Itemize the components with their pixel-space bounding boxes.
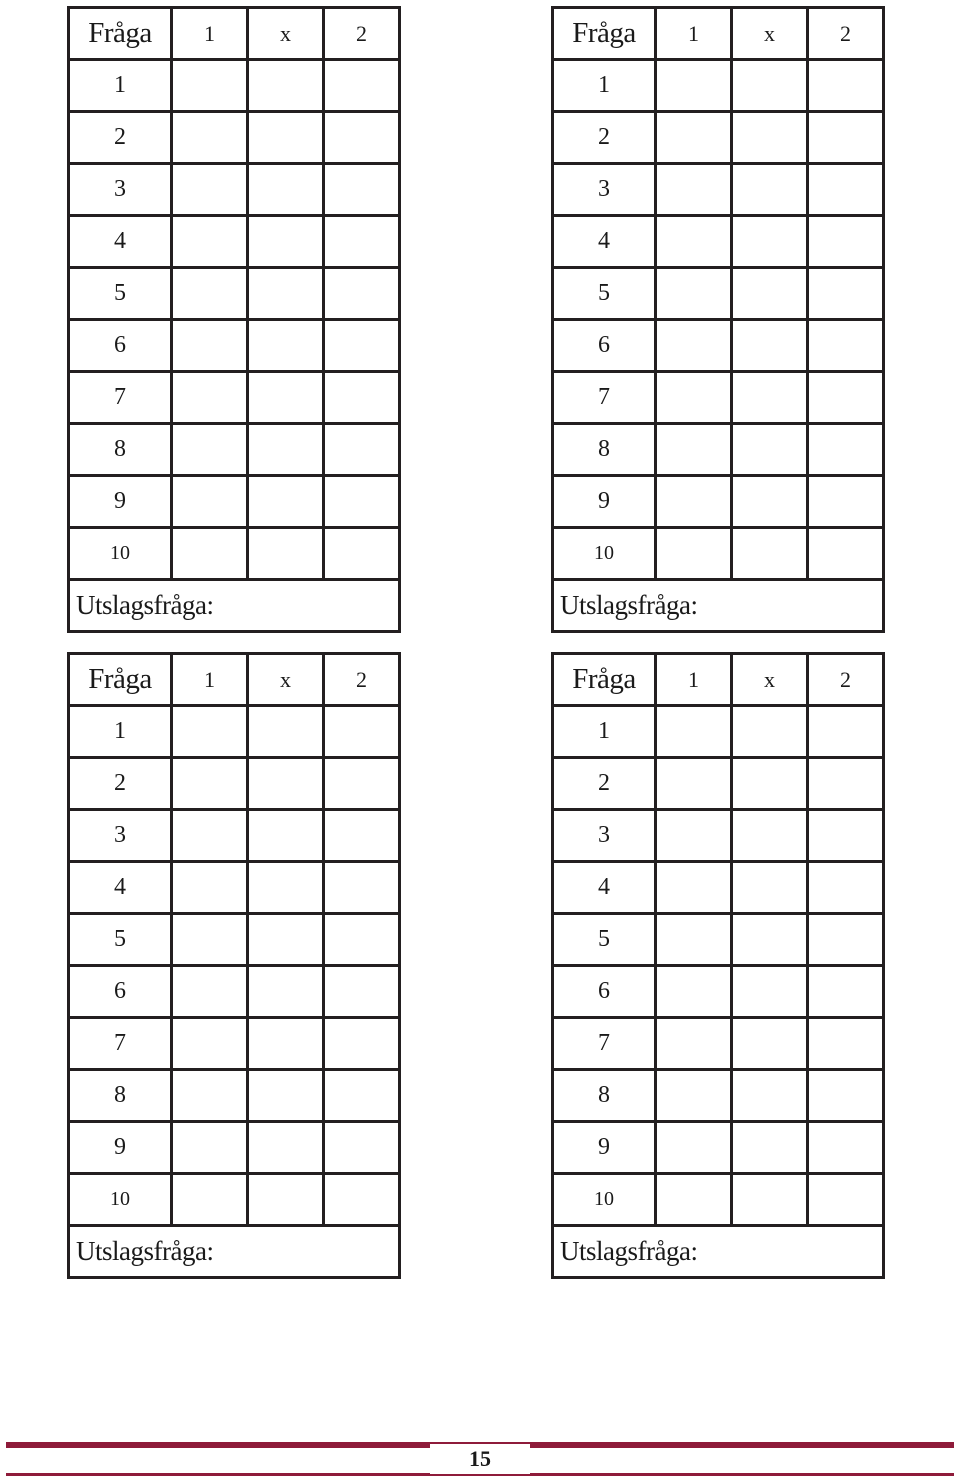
answer-cell-away[interactable] (808, 1018, 884, 1070)
table-row (69, 372, 400, 424)
answer-cell-away[interactable] (324, 1018, 400, 1070)
header-away: 2 (324, 8, 400, 60)
answer-cell-home[interactable] (172, 914, 248, 966)
table-row (553, 758, 884, 810)
answer-cell-draw[interactable] (732, 862, 808, 914)
table-row (69, 706, 400, 758)
answer-cell-away[interactable] (808, 112, 884, 164)
coupon-card-2 (551, 6, 882, 620)
table-row (553, 372, 884, 424)
answer-cell-home[interactable] (656, 60, 732, 112)
question-number: 9 (553, 476, 656, 528)
header-question: Fråga (553, 8, 656, 60)
coupon-card-4 (551, 652, 882, 1266)
answer-cell-draw[interactable] (248, 112, 324, 164)
table-row (553, 268, 884, 320)
tiebreaker-row (553, 1226, 884, 1278)
table-row (553, 862, 884, 914)
answer-cell-draw[interactable] (732, 268, 808, 320)
answer-cell-away[interactable] (808, 528, 884, 580)
question-number: 1 (553, 706, 656, 758)
answer-cell-away[interactable] (808, 706, 884, 758)
table-row (553, 320, 884, 372)
answer-cell-home[interactable] (172, 1070, 248, 1122)
question-number: 10 (553, 1174, 656, 1226)
answer-cell-away[interactable] (808, 1122, 884, 1174)
answer-cell-home[interactable] (172, 1122, 248, 1174)
answer-cell-draw[interactable] (248, 1070, 324, 1122)
question-number: 1 (69, 60, 172, 112)
question-number: 5 (553, 914, 656, 966)
answer-grid (551, 652, 885, 1279)
header-draw: x (248, 8, 324, 60)
answer-cell-away[interactable] (324, 1070, 400, 1122)
answer-cell-draw[interactable] (732, 1018, 808, 1070)
answer-cell-home[interactable] (656, 112, 732, 164)
answer-cell-away[interactable] (808, 862, 884, 914)
table-row (69, 424, 400, 476)
coupon-card-1 (67, 6, 398, 620)
question-number: 4 (69, 862, 172, 914)
answer-cell-draw[interactable] (248, 320, 324, 372)
answer-cell-home[interactable] (172, 216, 248, 268)
header-draw: x (732, 8, 808, 60)
question-number: 1 (69, 706, 172, 758)
table-row (69, 216, 400, 268)
table-row (69, 1174, 400, 1226)
tiebreaker-label[interactable]: Utslagsfråga: (69, 1226, 400, 1278)
header-question: Fråga (69, 8, 172, 60)
question-number: 3 (69, 810, 172, 862)
question-number: 9 (553, 1122, 656, 1174)
answer-cell-away[interactable] (808, 966, 884, 1018)
page-number: 15 (430, 1444, 530, 1474)
header-away: 2 (324, 654, 400, 706)
answer-cell-home[interactable] (656, 706, 732, 758)
question-number: 8 (553, 424, 656, 476)
answer-cell-away[interactable] (808, 810, 884, 862)
tiebreaker-row (69, 580, 400, 632)
table-row (553, 112, 884, 164)
answer-cell-draw[interactable] (732, 810, 808, 862)
answer-cell-away[interactable] (324, 424, 400, 476)
answer-cell-home[interactable] (172, 1174, 248, 1226)
answer-grid (67, 652, 401, 1279)
answer-cell-away[interactable] (324, 320, 400, 372)
header-draw: x (248, 654, 324, 706)
answer-cell-home[interactable] (656, 1018, 732, 1070)
question-number: 2 (69, 112, 172, 164)
tiebreaker-label[interactable]: Utslagsfråga: (69, 580, 400, 632)
answer-cell-draw[interactable] (248, 810, 324, 862)
question-number: 8 (69, 1070, 172, 1122)
answer-cell-draw[interactable] (732, 914, 808, 966)
answer-cell-away[interactable] (808, 1174, 884, 1226)
answer-cell-away[interactable] (324, 810, 400, 862)
question-number: 2 (553, 758, 656, 810)
answer-cell-away[interactable] (324, 164, 400, 216)
table-row (553, 1174, 884, 1226)
table-row (553, 914, 884, 966)
answer-cell-home[interactable] (172, 60, 248, 112)
table-row (69, 528, 400, 580)
table-row (553, 706, 884, 758)
answer-cell-home[interactable] (172, 706, 248, 758)
answer-cell-home[interactable] (172, 476, 248, 528)
question-number: 6 (553, 320, 656, 372)
tiebreaker-label[interactable]: Utslagsfråga: (553, 580, 884, 632)
answer-cell-away[interactable] (324, 372, 400, 424)
question-number: 5 (553, 268, 656, 320)
question-number: 7 (553, 1018, 656, 1070)
answer-cell-draw[interactable] (248, 268, 324, 320)
answer-cell-draw[interactable] (732, 1174, 808, 1226)
table-row (553, 476, 884, 528)
header-home: 1 (172, 8, 248, 60)
table-row (69, 1070, 400, 1122)
table-row (69, 164, 400, 216)
answer-cell-away[interactable] (324, 758, 400, 810)
header-home: 1 (656, 654, 732, 706)
answer-cell-away[interactable] (324, 914, 400, 966)
table-row (69, 476, 400, 528)
answer-cell-away[interactable] (808, 164, 884, 216)
answer-cell-draw[interactable] (248, 372, 324, 424)
answer-cell-draw[interactable] (732, 1070, 808, 1122)
answer-cell-draw[interactable] (248, 476, 324, 528)
answer-cell-draw[interactable] (732, 706, 808, 758)
answer-cell-away[interactable] (324, 476, 400, 528)
table-row (69, 914, 400, 966)
table-row (69, 862, 400, 914)
answer-cell-away[interactable] (324, 112, 400, 164)
answer-cell-draw[interactable] (732, 320, 808, 372)
answer-cell-draw[interactable] (248, 706, 324, 758)
question-number: 4 (553, 216, 656, 268)
table-row (553, 966, 884, 1018)
answer-cell-home[interactable] (656, 476, 732, 528)
answer-cell-home[interactable] (656, 320, 732, 372)
tiebreaker-row (553, 580, 884, 632)
answer-cell-home[interactable] (172, 372, 248, 424)
answer-cell-away[interactable] (808, 914, 884, 966)
header-away: 2 (808, 654, 884, 706)
table-row (553, 528, 884, 580)
answer-cell-draw[interactable] (248, 914, 324, 966)
table-row (69, 1018, 400, 1070)
answer-cell-draw[interactable] (732, 216, 808, 268)
answer-cell-home[interactable] (656, 758, 732, 810)
answer-cell-draw[interactable] (248, 164, 324, 216)
answer-cell-away[interactable] (808, 216, 884, 268)
question-number: 2 (553, 112, 656, 164)
answer-cell-draw[interactable] (732, 758, 808, 810)
answer-cell-draw[interactable] (732, 966, 808, 1018)
answer-cell-away[interactable] (324, 528, 400, 580)
answer-cell-home[interactable] (656, 914, 732, 966)
answer-cell-home[interactable] (656, 810, 732, 862)
header-row (553, 654, 884, 706)
answer-cell-away[interactable] (808, 372, 884, 424)
question-number: 3 (553, 164, 656, 216)
question-number: 6 (553, 966, 656, 1018)
table-row (69, 966, 400, 1018)
answer-cell-home[interactable] (656, 268, 732, 320)
answer-grid (551, 6, 885, 633)
question-number: 6 (69, 966, 172, 1018)
header-draw: x (732, 654, 808, 706)
answer-cell-draw[interactable] (248, 528, 324, 580)
answer-cell-away[interactable] (324, 862, 400, 914)
answer-cell-draw[interactable] (732, 372, 808, 424)
answer-cell-draw[interactable] (248, 424, 324, 476)
question-number: 10 (553, 528, 656, 580)
answer-cell-home[interactable] (656, 966, 732, 1018)
answer-cell-home[interactable] (172, 862, 248, 914)
answer-cell-home[interactable] (172, 112, 248, 164)
answer-cell-home[interactable] (172, 758, 248, 810)
answer-cell-home[interactable] (172, 528, 248, 580)
table-row (69, 268, 400, 320)
answer-cell-draw[interactable] (248, 758, 324, 810)
answer-cell-away[interactable] (324, 1122, 400, 1174)
answer-cell-away[interactable] (324, 60, 400, 112)
question-number: 6 (69, 320, 172, 372)
header-question: Fråga (69, 654, 172, 706)
table-row (553, 424, 884, 476)
question-number: 8 (553, 1070, 656, 1122)
answer-cell-home[interactable] (656, 424, 732, 476)
question-number: 4 (553, 862, 656, 914)
answer-cell-away[interactable] (808, 268, 884, 320)
answer-cell-home[interactable] (172, 164, 248, 216)
answer-cell-home[interactable] (172, 268, 248, 320)
answer-cell-away[interactable] (808, 320, 884, 372)
question-number: 9 (69, 1122, 172, 1174)
table-row (69, 60, 400, 112)
question-number: 5 (69, 914, 172, 966)
answer-cell-draw[interactable] (732, 1122, 808, 1174)
question-number: 1 (553, 60, 656, 112)
answer-cell-home[interactable] (656, 528, 732, 580)
answer-cell-draw[interactable] (732, 60, 808, 112)
question-number: 9 (69, 476, 172, 528)
answer-cell-draw[interactable] (248, 1018, 324, 1070)
question-number: 10 (69, 1174, 172, 1226)
answer-cell-home[interactable] (172, 966, 248, 1018)
answer-cell-home[interactable] (172, 1018, 248, 1070)
question-number: 7 (69, 372, 172, 424)
question-number: 8 (69, 424, 172, 476)
answer-cell-away[interactable] (808, 424, 884, 476)
table-row (553, 1018, 884, 1070)
answer-cell-away[interactable] (324, 966, 400, 1018)
answer-cell-home[interactable] (656, 1070, 732, 1122)
tiebreaker-label[interactable]: Utslagsfråga: (553, 1226, 884, 1278)
question-number: 3 (69, 164, 172, 216)
answer-cell-home[interactable] (656, 216, 732, 268)
answer-cell-draw[interactable] (732, 476, 808, 528)
answer-cell-draw[interactable] (248, 862, 324, 914)
answer-cell-home[interactable] (172, 424, 248, 476)
header-away: 2 (808, 8, 884, 60)
answer-cell-draw[interactable] (732, 528, 808, 580)
answer-cell-home[interactable] (656, 862, 732, 914)
table-row (69, 1122, 400, 1174)
answer-cell-away[interactable] (808, 60, 884, 112)
header-row (553, 8, 884, 60)
answer-cell-home[interactable] (172, 320, 248, 372)
tiebreaker-row (69, 1226, 400, 1278)
question-number: 10 (69, 528, 172, 580)
answer-cell-draw[interactable] (248, 1122, 324, 1174)
header-home: 1 (656, 8, 732, 60)
answer-cell-home[interactable] (656, 372, 732, 424)
answer-cell-draw[interactable] (248, 966, 324, 1018)
answer-cell-draw[interactable] (248, 216, 324, 268)
header-row (69, 654, 400, 706)
question-number: 4 (69, 216, 172, 268)
question-number: 2 (69, 758, 172, 810)
table-row (69, 810, 400, 862)
answer-cell-draw[interactable] (732, 424, 808, 476)
answer-cell-home[interactable] (656, 1174, 732, 1226)
answer-cell-away[interactable] (324, 216, 400, 268)
page-footer (0, 1438, 960, 1481)
question-number: 7 (69, 1018, 172, 1070)
header-question: Fråga (553, 654, 656, 706)
header-row (69, 8, 400, 60)
question-number: 5 (69, 268, 172, 320)
table-row (553, 810, 884, 862)
answer-cell-away[interactable] (324, 1174, 400, 1226)
answer-cell-home[interactable] (172, 810, 248, 862)
table-row (553, 164, 884, 216)
answer-cell-away[interactable] (808, 1070, 884, 1122)
answer-cell-draw[interactable] (732, 164, 808, 216)
answer-cell-draw[interactable] (732, 112, 808, 164)
answer-cell-away[interactable] (324, 706, 400, 758)
answer-cell-away[interactable] (808, 476, 884, 528)
table-row (553, 1070, 884, 1122)
table-row (553, 216, 884, 268)
table-row (553, 60, 884, 112)
answer-cell-away[interactable] (808, 758, 884, 810)
table-row (69, 758, 400, 810)
question-number: 7 (553, 372, 656, 424)
table-row (69, 112, 400, 164)
header-home: 1 (172, 654, 248, 706)
answer-cell-home[interactable] (656, 1122, 732, 1174)
coupon-card-3 (67, 652, 398, 1266)
table-row (69, 320, 400, 372)
answer-cell-away[interactable] (324, 268, 400, 320)
answer-grid (67, 6, 401, 633)
answer-cell-draw[interactable] (248, 1174, 324, 1226)
answer-cell-home[interactable] (656, 164, 732, 216)
table-row (553, 1122, 884, 1174)
answer-cell-draw[interactable] (248, 60, 324, 112)
question-number: 3 (553, 810, 656, 862)
